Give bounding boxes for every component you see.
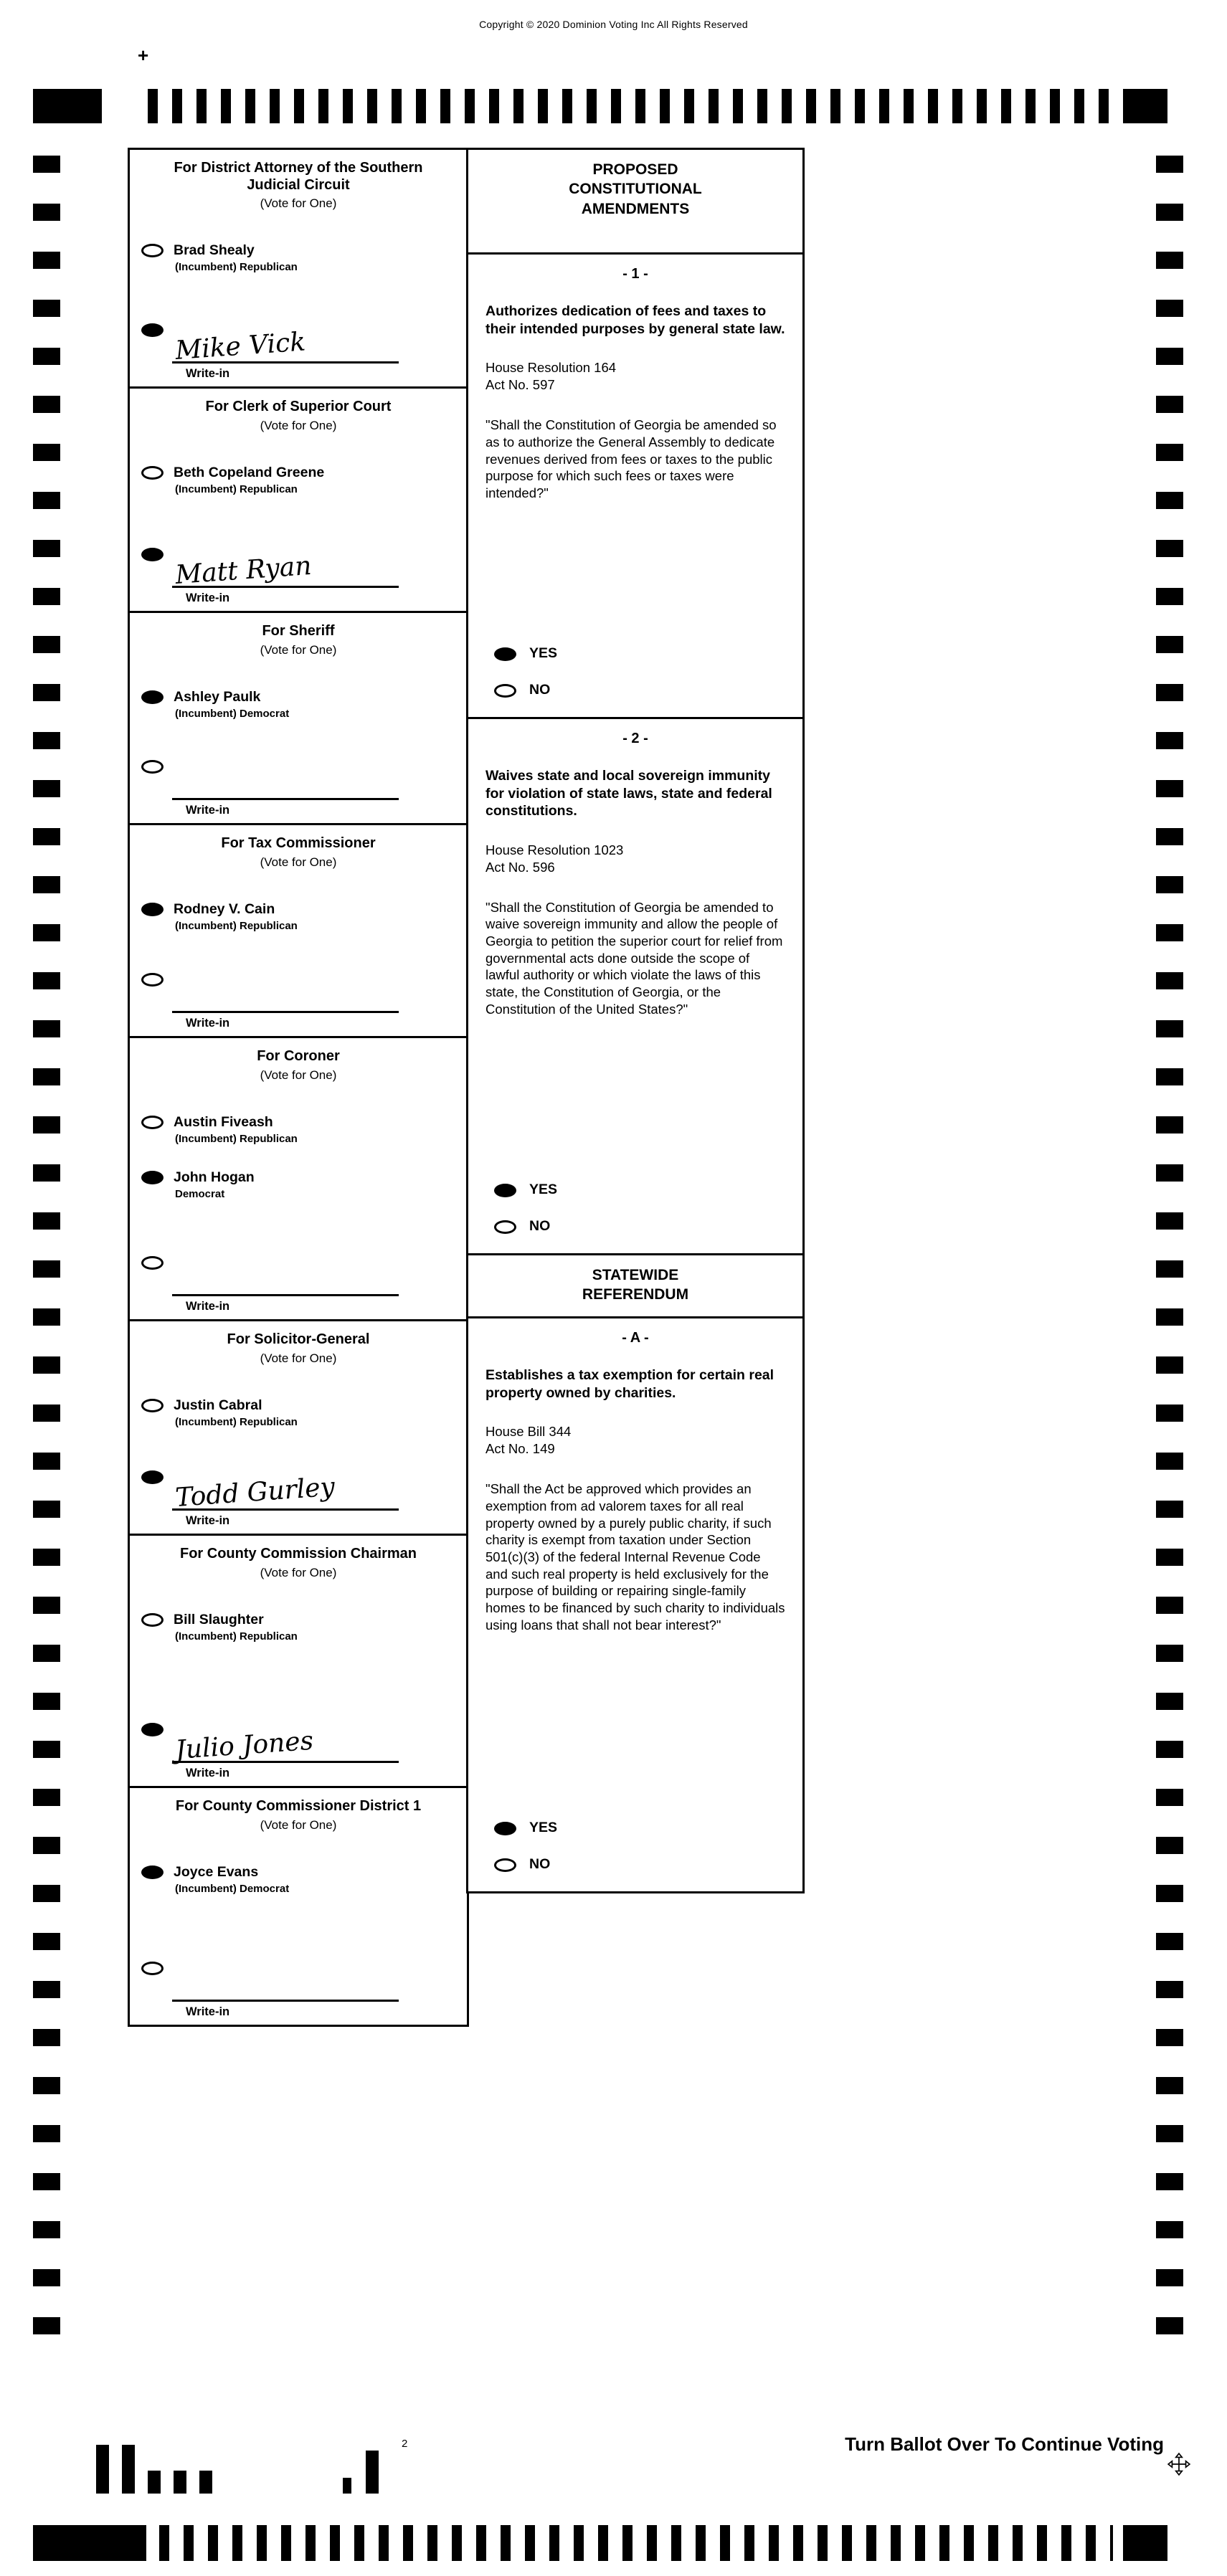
vote-oval[interactable] — [141, 1116, 164, 1129]
write-in-line[interactable] — [172, 759, 399, 800]
yes-label: YES — [529, 1820, 558, 1835]
write-in-block — [130, 1469, 467, 1534]
candidate-row — [141, 1864, 467, 1895]
candidate-party: (Incumbent) Democrat — [175, 707, 290, 720]
no-oval[interactable] — [494, 684, 516, 698]
write-in-oval[interactable] — [141, 760, 164, 774]
citation-line: House Resolution 1023 — [485, 842, 624, 857]
page-mark: 2 — [402, 2438, 408, 2450]
yes-choice — [494, 1820, 785, 1836]
citation-line: House Resolution 164 — [485, 360, 617, 376]
contest-header — [130, 825, 467, 870]
vote-oval[interactable] — [141, 466, 164, 480]
amendments-header — [466, 148, 805, 255]
turn-ballot-over-text: Turn Ballot Over To Continue Voting — [845, 2433, 1164, 2455]
vote-oval[interactable] — [141, 244, 164, 257]
candidate-row — [141, 1169, 467, 1200]
candidate-row — [141, 901, 467, 932]
contest-title: For Clerk of Superior Court — [205, 399, 392, 414]
measure-number: - 1 - — [622, 266, 648, 282]
write-in-oval[interactable] — [141, 1256, 164, 1270]
timing-block-bottom-left — [33, 2525, 146, 2561]
write-in-oval[interactable] — [141, 548, 164, 561]
contest-header — [130, 1788, 467, 1833]
contest-header — [130, 150, 467, 211]
write-in-block — [130, 1255, 467, 1319]
write-in-line[interactable] — [172, 1960, 399, 2002]
write-in-block — [130, 1721, 467, 1786]
candidate-party: (Incumbent) Democrat — [175, 1882, 290, 1895]
measure-amendment-2 — [466, 717, 805, 1255]
write-in-handwriting: Todd Gurley — [174, 1472, 336, 1513]
write-in-handwriting: Matt Ryan — [174, 551, 313, 590]
citation-line: Act No. 597 — [485, 377, 555, 393]
contest-title: For Sheriff — [262, 623, 335, 639]
amendments-header-line: PROPOSED — [592, 161, 678, 178]
candidate-name: Rodney V. Cain — [174, 900, 275, 917]
candidate-row — [141, 1397, 467, 1428]
candidate-party: (Incumbent) Republican — [175, 1415, 298, 1428]
write-in-label: Write-in — [186, 1514, 230, 1527]
write-in-line[interactable] — [172, 1469, 399, 1511]
vote-for-instruction: (Vote for One) — [260, 642, 337, 657]
write-in-handwriting: Mike Vick — [174, 327, 307, 366]
vote-for-instruction: (Vote for One) — [260, 855, 337, 869]
write-in-oval[interactable] — [141, 1962, 164, 1975]
registration-mark: + — [138, 44, 149, 66]
contest-column — [128, 148, 469, 2027]
no-label: NO — [529, 1218, 551, 1234]
vote-for-instruction: (Vote for One) — [260, 1068, 337, 1082]
yes-oval[interactable] — [494, 647, 516, 661]
measure-question: "Shall the Constitution of Georgia be amended to waive sovereign immunity and allow the people of Georgia to petition the superior court for relief from governmental acts done outside the scope of lawful authority or which violate the laws of this state, the Constitution of Georgia, or the Constitution of the United States?" — [485, 899, 783, 1017]
citation-line: House Bill 344 — [485, 1424, 572, 1440]
measure-question: "Shall the Act be approved which provides an exemption from ad valorem taxes for all real property owned by a purely public charity, if such charity is exempt from taxation under Section 501(c)(3) of the federal Internal Revenue Code and such real property is held exclusively for the purpose of building or repairing single-family homes to be financed by such charity to individuals using loans that shall not bear interest?" — [485, 1481, 785, 1632]
yes-oval[interactable] — [494, 1822, 516, 1835]
write-in-label: Write-in — [186, 1017, 230, 1030]
write-in-line[interactable] — [172, 971, 399, 1013]
timing-block-bottom-right — [1123, 2525, 1167, 2561]
candidate-name: John Hogan — [174, 1169, 255, 1185]
yes-oval[interactable] — [494, 1184, 516, 1197]
candidate-name: Joyce Evans — [174, 1863, 259, 1880]
candidate-row — [141, 1612, 467, 1643]
write-in-label: Write-in — [186, 591, 230, 604]
measure-summary: Waives state and local sovereign immunity for violation of state laws, state and federal constitutions. — [485, 768, 772, 819]
candidate-party: Democrat — [175, 1187, 225, 1200]
measure-summary: Authorizes dedication of fees and taxes to their intended purposes by general state law. — [485, 303, 785, 337]
contest-header — [130, 613, 467, 657]
timing-column-right — [1156, 156, 1183, 2364]
no-oval[interactable] — [494, 1858, 516, 1872]
candidate-name: Beth Copeland Greene — [174, 464, 325, 480]
candidate-name: Brad Shealy — [174, 242, 255, 259]
contest-sheriff — [128, 611, 469, 825]
vote-for-instruction: (Vote for One) — [260, 1351, 337, 1365]
contest-solicitor-general — [128, 1319, 469, 1536]
vote-for-instruction: (Vote for One) — [260, 1565, 337, 1579]
contest-header — [130, 1321, 467, 1366]
contest-clerk-superior-court — [128, 386, 469, 613]
write-in-label: Write-in — [186, 1767, 230, 1779]
write-in-block — [130, 546, 467, 611]
contest-title: For Tax Commissioner — [221, 835, 376, 851]
contest-title: For County Commission Chairman — [179, 1546, 417, 1562]
contest-tax-commissioner — [128, 823, 469, 1038]
contest-header — [130, 1536, 467, 1580]
write-in-label: Write-in — [186, 2005, 230, 2018]
citation-line: Act No. 596 — [485, 859, 555, 875]
measure-number: - A - — [622, 1330, 649, 1346]
write-in-block — [130, 322, 467, 386]
write-in-oval[interactable] — [141, 1470, 164, 1484]
measure-question: "Shall the Constitution of Georgia be amended so as to authorize the General Assembly to dedicate revenues derived from fees or taxes to the public purpose for which such fees or taxes were intended?" — [485, 417, 777, 500]
copyright-text: Copyright © 2020 Dominion Voting Inc All Rights Reserved — [479, 19, 748, 30]
write-in-oval[interactable] — [141, 973, 164, 987]
candidate-row — [141, 689, 467, 720]
candidate-name: Bill Slaughter — [174, 1611, 264, 1627]
candidate-party: (Incumbent) Republican — [175, 261, 298, 274]
write-in-block — [130, 971, 467, 1036]
contest-header — [130, 1038, 467, 1083]
measure-citation — [485, 1423, 785, 1458]
candidate-row — [141, 242, 467, 273]
contest-district-attorney — [128, 148, 469, 389]
write-in-line[interactable] — [172, 546, 399, 588]
candidate-party: (Incumbent) Republican — [175, 919, 298, 932]
vote-for-instruction: (Vote for One) — [260, 196, 337, 211]
contest-county-commission-chairman — [128, 1534, 469, 1788]
contest-title: For Solicitor-General — [227, 1331, 370, 1347]
measure-choices — [485, 645, 785, 701]
amendments-header-line: CONSTITUTIONAL — [569, 181, 702, 198]
write-in-line[interactable] — [172, 322, 399, 366]
contest-title: For County Commissioner District 1 — [175, 1798, 422, 1814]
write-in-line[interactable] — [172, 1255, 399, 1296]
write-in-oval[interactable] — [141, 323, 164, 337]
contest-county-commissioner-district-1 — [128, 1786, 469, 2027]
measure-summary: Establishes a tax exemption for certain real property owned by charities. — [485, 1367, 774, 1401]
write-in-label: Write-in — [186, 1300, 230, 1313]
write-in-block — [130, 759, 467, 823]
no-label: NO — [529, 682, 551, 698]
measure-choices — [485, 1820, 785, 1876]
write-in-block — [130, 1960, 467, 2025]
vote-for-instruction: (Vote for One) — [260, 418, 337, 432]
timing-strip-top — [148, 89, 1113, 123]
referendum-header-line: REFERENDUM — [582, 1286, 689, 1303]
candidate-row — [141, 1114, 467, 1145]
write-in-label: Write-in — [186, 367, 230, 380]
measure-amendment-1 — [466, 252, 805, 719]
no-choice — [494, 1218, 785, 1235]
ballot-barcode — [343, 2451, 379, 2494]
contest-header — [130, 389, 467, 433]
candidate-party: (Incumbent) Republican — [175, 1630, 298, 1643]
no-choice — [494, 682, 785, 698]
vote-oval[interactable] — [141, 903, 164, 916]
amendments-header-line: AMENDMENTS — [581, 200, 690, 217]
no-choice — [494, 1856, 785, 1873]
timing-block-top-right — [1123, 89, 1167, 123]
timing-strip-bottom — [159, 2525, 1113, 2561]
measures-column — [466, 148, 805, 1893]
vote-oval[interactable] — [141, 1866, 164, 1879]
measure-choices — [485, 1182, 785, 1237]
write-in-label: Write-in — [186, 804, 230, 817]
no-oval[interactable] — [494, 1220, 516, 1234]
four-way-arrow-icon — [1167, 2452, 1191, 2480]
referendum-header — [466, 1253, 805, 1318]
candidate-party: (Incumbent) Republican — [175, 483, 298, 495]
timing-block-top-left — [33, 89, 102, 123]
ballot-barcode — [96, 2443, 212, 2494]
vote-oval[interactable] — [141, 1613, 164, 1627]
write-in-handwriting: Julio Jones — [174, 1726, 315, 1765]
candidate-party: (Incumbent) Republican — [175, 1132, 298, 1145]
candidate-name: Ashley Paulk — [174, 688, 261, 705]
yes-label: YES — [529, 1182, 558, 1197]
measure-referendum-a — [466, 1316, 805, 1893]
citation-line: Act No. 149 — [485, 1441, 555, 1457]
vote-for-instruction: (Vote for One) — [260, 1817, 337, 1832]
write-in-line[interactable] — [172, 1721, 399, 1763]
measure-citation — [485, 359, 785, 394]
vote-oval[interactable] — [141, 1399, 164, 1412]
contest-title: For Coroner — [257, 1048, 340, 1064]
vote-oval[interactable] — [141, 690, 164, 704]
candidate-name: Austin Fiveash — [174, 1113, 273, 1130]
contest-coroner — [128, 1036, 469, 1321]
contest-title: For District Attorney of the Southern Judicial Circuit — [174, 160, 423, 193]
measure-number: - 2 - — [622, 731, 648, 746]
timing-column-left — [33, 156, 60, 2364]
write-in-oval[interactable] — [141, 1723, 164, 1736]
yes-label: YES — [529, 645, 558, 661]
yes-choice — [494, 645, 785, 662]
referendum-header-line: STATEWIDE — [592, 1267, 679, 1283]
measure-citation — [485, 842, 785, 876]
candidate-row — [141, 465, 467, 495]
no-label: NO — [529, 1856, 551, 1872]
candidate-name: Justin Cabral — [174, 1397, 262, 1413]
yes-choice — [494, 1182, 785, 1198]
vote-oval[interactable] — [141, 1171, 164, 1184]
